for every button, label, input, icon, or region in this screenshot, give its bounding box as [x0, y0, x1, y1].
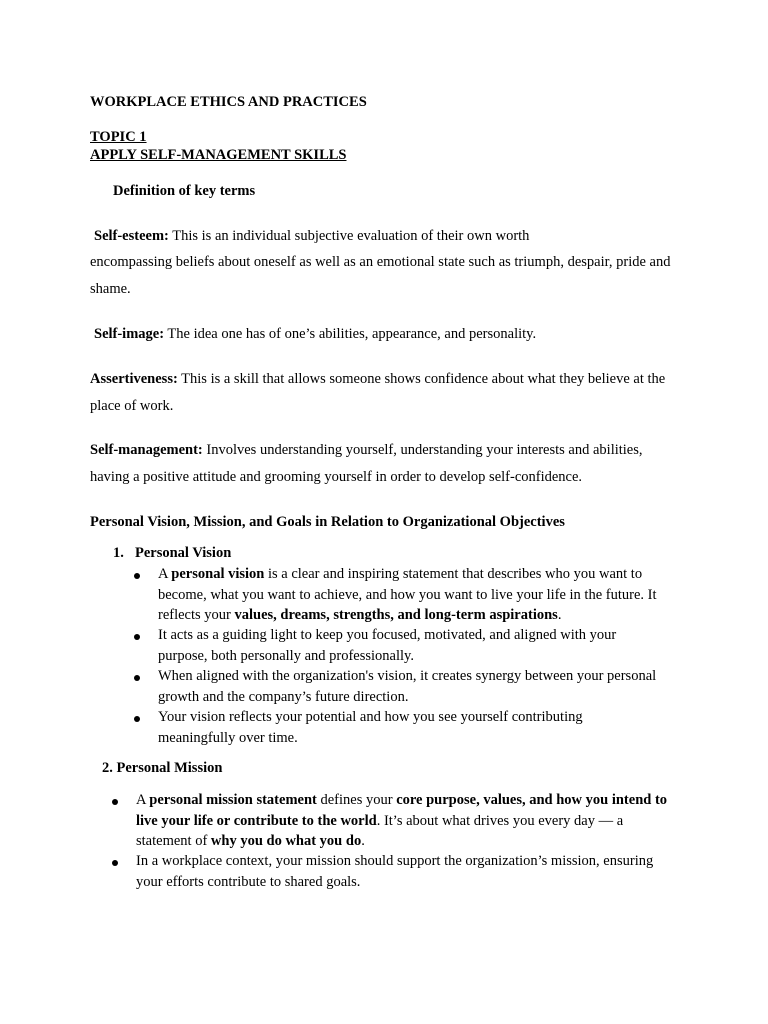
bold-run: values, dreams, strengths, and long-term aspirations [234, 607, 558, 623]
definition-term: Assertiveness: [90, 371, 178, 387]
definition-text: Involves understanding yourself, understanding your interests and abilities, having a positive attitude and grooming yourself in order to develop self-confidence. [90, 442, 643, 485]
document-title: WORKPLACE ETHICS AND PRACTICES [90, 94, 367, 110]
bullet-icon [132, 630, 142, 640]
bold-run: core purpose, values, and how you intend to live your life or contribute to the world [136, 792, 668, 829]
mission-heading: 2. Personal Mission [102, 760, 223, 776]
definition-term: Self-image: [94, 326, 165, 342]
mission-bullet-2: In a workplace context, your mission should support the organization’s mission, ensuring your efforts contribute to shared goals. [136, 853, 654, 890]
text-run: is a clear and inspiring statement that describes who you want to become, what you want to achieve, and how you want to live your life in the future. It reflects your [158, 566, 657, 623]
definition-self-image [94, 326, 536, 343]
bullet-icon [132, 712, 142, 722]
definition-term: Self-esteem: [94, 228, 169, 244]
vision-bullet-1 [158, 564, 683, 626]
vision-number: 1. [113, 545, 124, 561]
topic-title: APPLY SELF-MANAGEMENT SKILLS [90, 147, 347, 163]
definition-text: This is an individual subjective evaluation of their own worth [168, 228, 530, 244]
bullet-icon [110, 856, 120, 866]
definition-self-esteem [94, 228, 529, 245]
bullet-icon [110, 795, 120, 805]
vision-bullet-2: It acts as a guiding light to keep you focused, motivated, and aligned with your purpose, both personally and professionally. [158, 627, 617, 664]
text-run: A [136, 792, 150, 808]
definitions-heading: Definition of key terms [113, 183, 256, 199]
mission-bullet-1 [136, 790, 681, 852]
definition-assertiveness [90, 366, 680, 420]
text-run: . [557, 607, 562, 623]
bullet-icon [132, 569, 142, 579]
text-run: A [158, 566, 172, 582]
bold-run: personal mission statement [149, 792, 317, 808]
definition-text: This is a skill that allows someone shows confidence about what they believe at the place of work. [90, 371, 666, 414]
bold-run: why you do what you do [210, 833, 362, 849]
vision-bullet-3: When aligned with the organization's vision, it creates synergy between your personal growth and the company’s future direction. [158, 668, 657, 705]
definition-self-management [90, 437, 680, 491]
vision-bullet-4: Your vision reflects your potential and how you see yourself contributing meaningfully over time. [158, 709, 583, 746]
bold-run: personal vision [171, 566, 265, 582]
text-run: defines your [316, 792, 397, 808]
definition-term: Self-management: [90, 442, 203, 458]
text-run: . It’s about what drives you every day — a statement of [136, 812, 624, 849]
topic-label: TOPIC 1 [90, 129, 147, 145]
definition-text: The idea one has of one’s abilities, appearance, and personality. [164, 326, 537, 342]
definition-self-esteem-continued: encompassing beliefs about oneself as well as an emotional state such as triumph, despair, pride and shame. [90, 254, 671, 297]
section-heading: Personal Vision, Mission, and Goals in Relation to Organizational Objectives [90, 514, 565, 530]
vision-heading: Personal Vision [135, 545, 232, 561]
text-run: . [361, 833, 365, 849]
bullet-icon [132, 671, 142, 681]
